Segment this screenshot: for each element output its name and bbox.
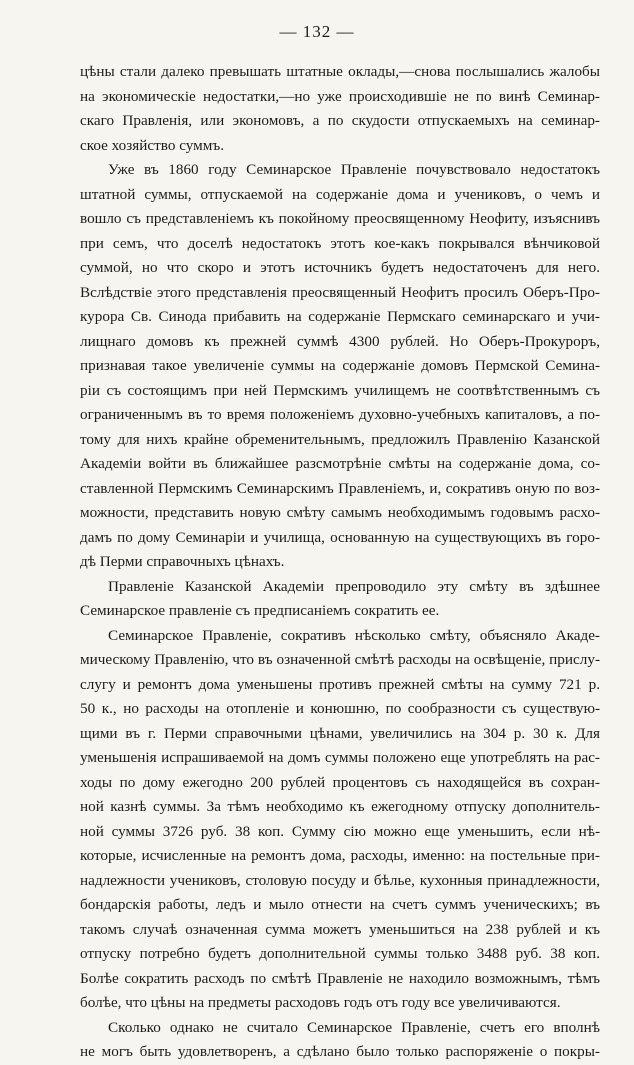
text-line: ограниченнымъ въ то время положеніемъ духовно-учебныхъ капиталовъ, а по- (80, 406, 600, 423)
text-line: болѣе, что цѣны на предметы расходовъ годъ отъ году все увеличиваются. (80, 994, 561, 1011)
text-line: 50 к., но расходы на отопленіе и конюшню, по сообразности съ существую- (80, 700, 600, 717)
text-line: ной суммы 3726 руб. 38 коп. Сумму сію можно еще уменьшить, если нѣ- (80, 822, 600, 840)
text-line: Семинарское Правленіе, сокративъ нѣсколько смѣту, объясняло Акаде- (108, 626, 600, 644)
text-line: ставленной Пермскимъ Семинарскимъ Правленіемъ, и, сокративъ оную по воз- (80, 479, 600, 497)
text-line: слугу и ремонтъ дома уменьшены противъ прежней смѣты на сумму 721 р. (80, 675, 600, 693)
text-line: дѣ Перми справочныхъ цѣнахъ. (80, 553, 285, 570)
text-line: при семъ, что доселѣ недостатокъ этотъ кое-какъ покрывался вѣнчиковой (80, 234, 600, 252)
text-line: уменьшенія испрашиваемой на домъ суммы положено еще употреблять на рас- (80, 749, 600, 766)
text-line: скаго Правленія, или экономовъ, а по скудости отпускаемыхъ на семинар- (80, 112, 600, 129)
page-number-header: — 132 — (279, 22, 355, 41)
text-line: тому для нихъ крайне обременительнымъ, предложилъ Правленію Казанской (80, 430, 600, 448)
text-line: такомъ случаѣ означенная сумма можетъ уменьшиться на 238 рублей и къ (80, 920, 600, 938)
text-line: цѣны стали далеко превышать штатные оклады,—снова послышались жалобы (80, 63, 600, 80)
text-line: щими въ г. Перми справочными цѣнами, увеличились на 304 р. 30 к. Для (80, 724, 600, 742)
text-line: которые, исчисленные на ремонтъ дома, расходы, именно: на постельные при- (80, 847, 600, 864)
text-line: курора Св. Синода прибавить на содержаніе Пермскаго семинарскаго и учи- (80, 308, 600, 325)
text-line: ское хозяйство суммъ. (80, 136, 225, 154)
text-line: надлежности учениковъ, столовую посуду и бѣлье, кухонныя принадлежности, (80, 871, 600, 889)
text-line: Академіи войти въ ближайшее разсмотрѣніе смѣты на содержаніе дома, со- (80, 455, 600, 472)
text-line: Сколько однако не считало Семинарское Правленіе, счетъ его вполнѣ (108, 1018, 600, 1036)
text-line: Вслѣдствіе этого представленія преосвященный Неофитъ просилъ Оберъ-Про- (80, 283, 600, 301)
text-line: отпуску потребно будетъ дополнительной суммы только 3488 руб. 38 коп. (80, 945, 600, 962)
text-line: штатной суммы, отпускаемой на содержаніе дома и учениковъ, о чемъ и (80, 185, 600, 203)
text-line: бондарскія работы, ледъ и мыло отнести на счетъ суммъ ученическихъ; въ (80, 896, 600, 913)
text-line: вошло съ представленіемъ къ покойному преосвященному Неофиту, изъяснивъ (80, 210, 600, 227)
text-line: Болѣе сократить расходъ по смѣтѣ Правленіе не находило возможнымъ, тѣмъ (80, 969, 600, 987)
text-line: Семинарское правленіе съ предписаніемъ сократить ее. (80, 602, 440, 619)
text-line: суммой, но что скоро и этотъ источникъ будетъ недостаточенъ для него. (80, 259, 600, 276)
body-text (80, 60, 600, 1065)
text-line: не могъ быть удовлетворенъ, а сдѣлано было только распоряженіе о покры- (80, 1043, 600, 1060)
text-line: на экономическіе недостатки,—но уже происходившіе не по винѣ Семинар- (80, 87, 600, 105)
text-line: ной казнѣ суммы. За тѣмъ необходимо къ ежегодному отпуску дополнитель- (80, 798, 600, 815)
text-line: Правленіе Казанской Академіи препроводило эту смѣту въ здѣшнее (108, 577, 600, 595)
text-line: ріи съ состоящимъ при ней Пермскимъ училищемъ не соотвѣтственнымъ съ (80, 381, 600, 399)
text-line: ходы по дому ежегодно 200 рублей процентовъ съ находящейся въ сохран- (80, 773, 600, 791)
text-line: можности, представить новую смѣту самымъ необходимымъ годовымъ расхо- (80, 504, 600, 521)
text-line: дамъ по дому Семинаріи и училища, основанную на существующихъ въ горо- (80, 528, 600, 546)
text-line: признавая такое увеличеніе суммы на содержаніе домовъ Пермской Семина- (80, 357, 600, 374)
text-line: мическому Правленію, что въ означенной смѣтѣ расходы на освѣщеніе, приcлу- (80, 651, 600, 668)
text-line: лищнаго домовъ къ прежней суммѣ 4300 рублей. Но Оберъ-Прокуроръ, (80, 332, 600, 350)
text-line: Уже въ 1860 году Семинарское Правленіе почувствовало недостатокъ (108, 161, 600, 178)
